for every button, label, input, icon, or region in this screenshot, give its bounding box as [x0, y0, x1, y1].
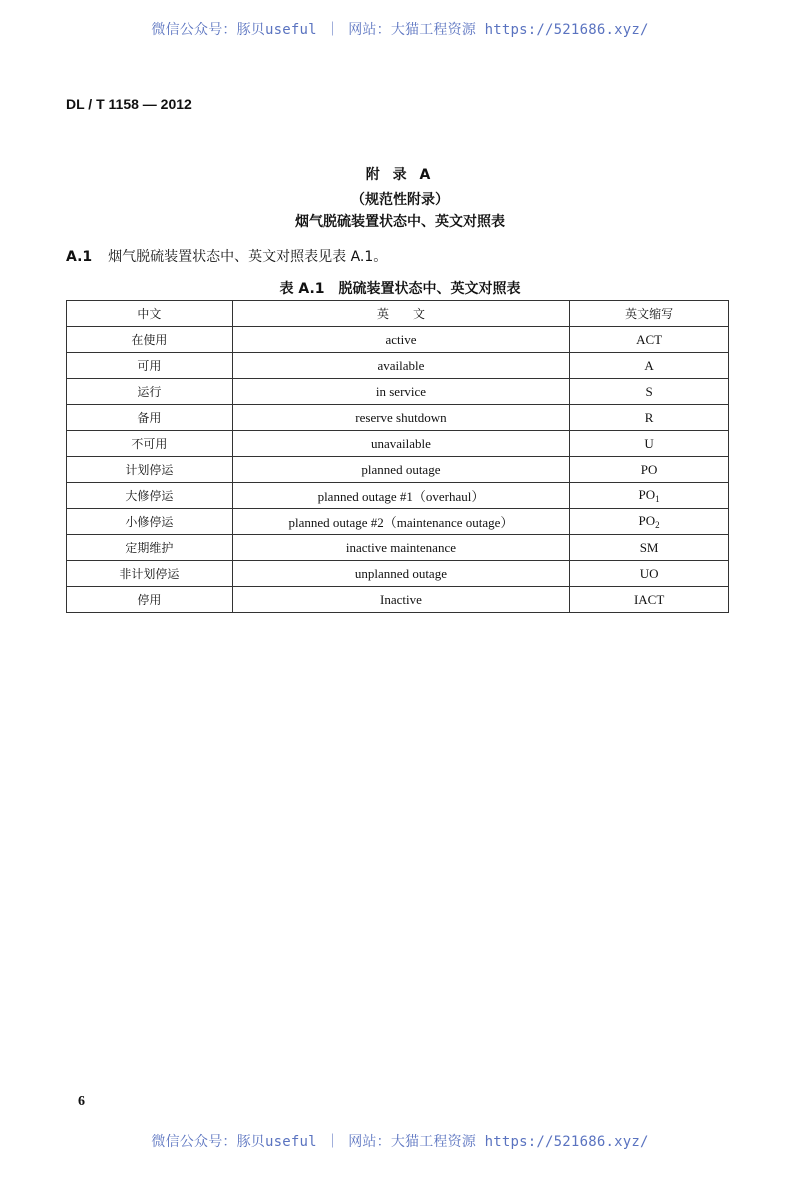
cell-abbreviation [570, 457, 729, 483]
header-chinese: 中文 [67, 301, 233, 327]
appendix-name: 烟气脱硫装置状态中、英文对照表 [295, 214, 505, 230]
cell-abbreviation [570, 327, 729, 353]
table-row [67, 561, 729, 587]
abbreviation-text: ACT [636, 331, 663, 347]
cell-abbreviation [570, 561, 729, 587]
cell-abbreviation [570, 509, 729, 535]
cell-english: unavailable [232, 431, 570, 457]
abbreviation-text: IACT [633, 591, 665, 607]
cell-abbreviation [570, 405, 729, 431]
abbreviation-text: PO [638, 513, 656, 528]
cell-abbreviation [570, 431, 729, 457]
table-row [67, 535, 729, 561]
cell-english: planned outage [232, 457, 570, 483]
abbreviation-subscript: 1 [655, 494, 660, 504]
abbreviation-text: UO [639, 565, 659, 581]
abbreviation-text: R [644, 409, 654, 425]
table-caption-number: 表 A.1 [279, 281, 325, 297]
cell-english: reserve shutdown [232, 405, 570, 431]
cell-chinese: 运行 [67, 379, 233, 405]
cell-english: available [232, 353, 570, 379]
abbreviation-subscript: 2 [655, 520, 660, 530]
abbreviation-text: PO [638, 487, 656, 502]
header-abbreviation: 英文缩写 [570, 301, 729, 327]
abbreviation-text: SM [639, 539, 659, 555]
watermark-top: 微信公众号：豚贝useful ｜ 网站：大猫工程资源 https://521686.xyz/ [151, 22, 649, 38]
table-caption [0, 278, 800, 298]
cell-abbreviation [570, 379, 729, 405]
appendix-title: 附 录 A [365, 167, 435, 183]
watermark-bottom: 微信公众号：豚贝useful ｜ 网站：大猫工程资源 https://521686.xyz/ [151, 1134, 649, 1150]
cell-english: Inactive [232, 587, 570, 613]
cell-english: planned outage #2（maintenance outage） [232, 509, 570, 535]
abbreviation-text: A [644, 357, 654, 373]
abbreviation-text: U [644, 435, 654, 451]
table-row [67, 587, 729, 613]
document-code: DL / T 1158 — 2012 [66, 96, 192, 112]
cell-abbreviation [570, 587, 729, 613]
header-english: 英 文 [232, 301, 570, 327]
table-row [67, 405, 729, 431]
table-row [67, 327, 729, 353]
table-row [67, 431, 729, 457]
table-row [67, 509, 729, 535]
cell-abbreviation [570, 353, 729, 379]
cell-english: unplanned outage [232, 561, 570, 587]
table-header-row [67, 301, 729, 327]
table-caption-text: 脱硫装置状态中、英文对照表 [338, 281, 521, 297]
clause-text: 烟气脱硫装置状态中、英文对照表见表 A.1。 [108, 249, 388, 265]
cell-chinese: 计划停运 [67, 457, 233, 483]
cell-chinese: 大修停运 [67, 483, 233, 509]
clause-a1 [66, 246, 387, 266]
table-row [67, 483, 729, 509]
status-table [66, 300, 729, 613]
cell-chinese: 不可用 [67, 431, 233, 457]
clause-number: A.1 [66, 249, 93, 265]
cell-chinese: 停用 [67, 587, 233, 613]
cell-chinese: 在使用 [67, 327, 233, 353]
table-row [67, 457, 729, 483]
cell-english: planned outage #1（overhaul） [232, 483, 570, 509]
abbreviation-text: S [645, 383, 653, 399]
appendix-type: （规范性附录） [351, 192, 449, 208]
cell-english: active [232, 327, 570, 353]
abbreviation-text: PO [640, 461, 658, 477]
cell-abbreviation [570, 535, 729, 561]
cell-chinese: 定期维护 [67, 535, 233, 561]
page-number: 6 [78, 1094, 85, 1109]
table-row [67, 353, 729, 379]
table-row [67, 379, 729, 405]
cell-chinese: 备用 [67, 405, 233, 431]
cell-english: in service [232, 379, 570, 405]
cell-chinese: 可用 [67, 353, 233, 379]
cell-english: inactive maintenance [232, 535, 570, 561]
cell-chinese: 非计划停运 [67, 561, 233, 587]
cell-abbreviation [570, 483, 729, 509]
cell-chinese: 小修停运 [67, 509, 233, 535]
